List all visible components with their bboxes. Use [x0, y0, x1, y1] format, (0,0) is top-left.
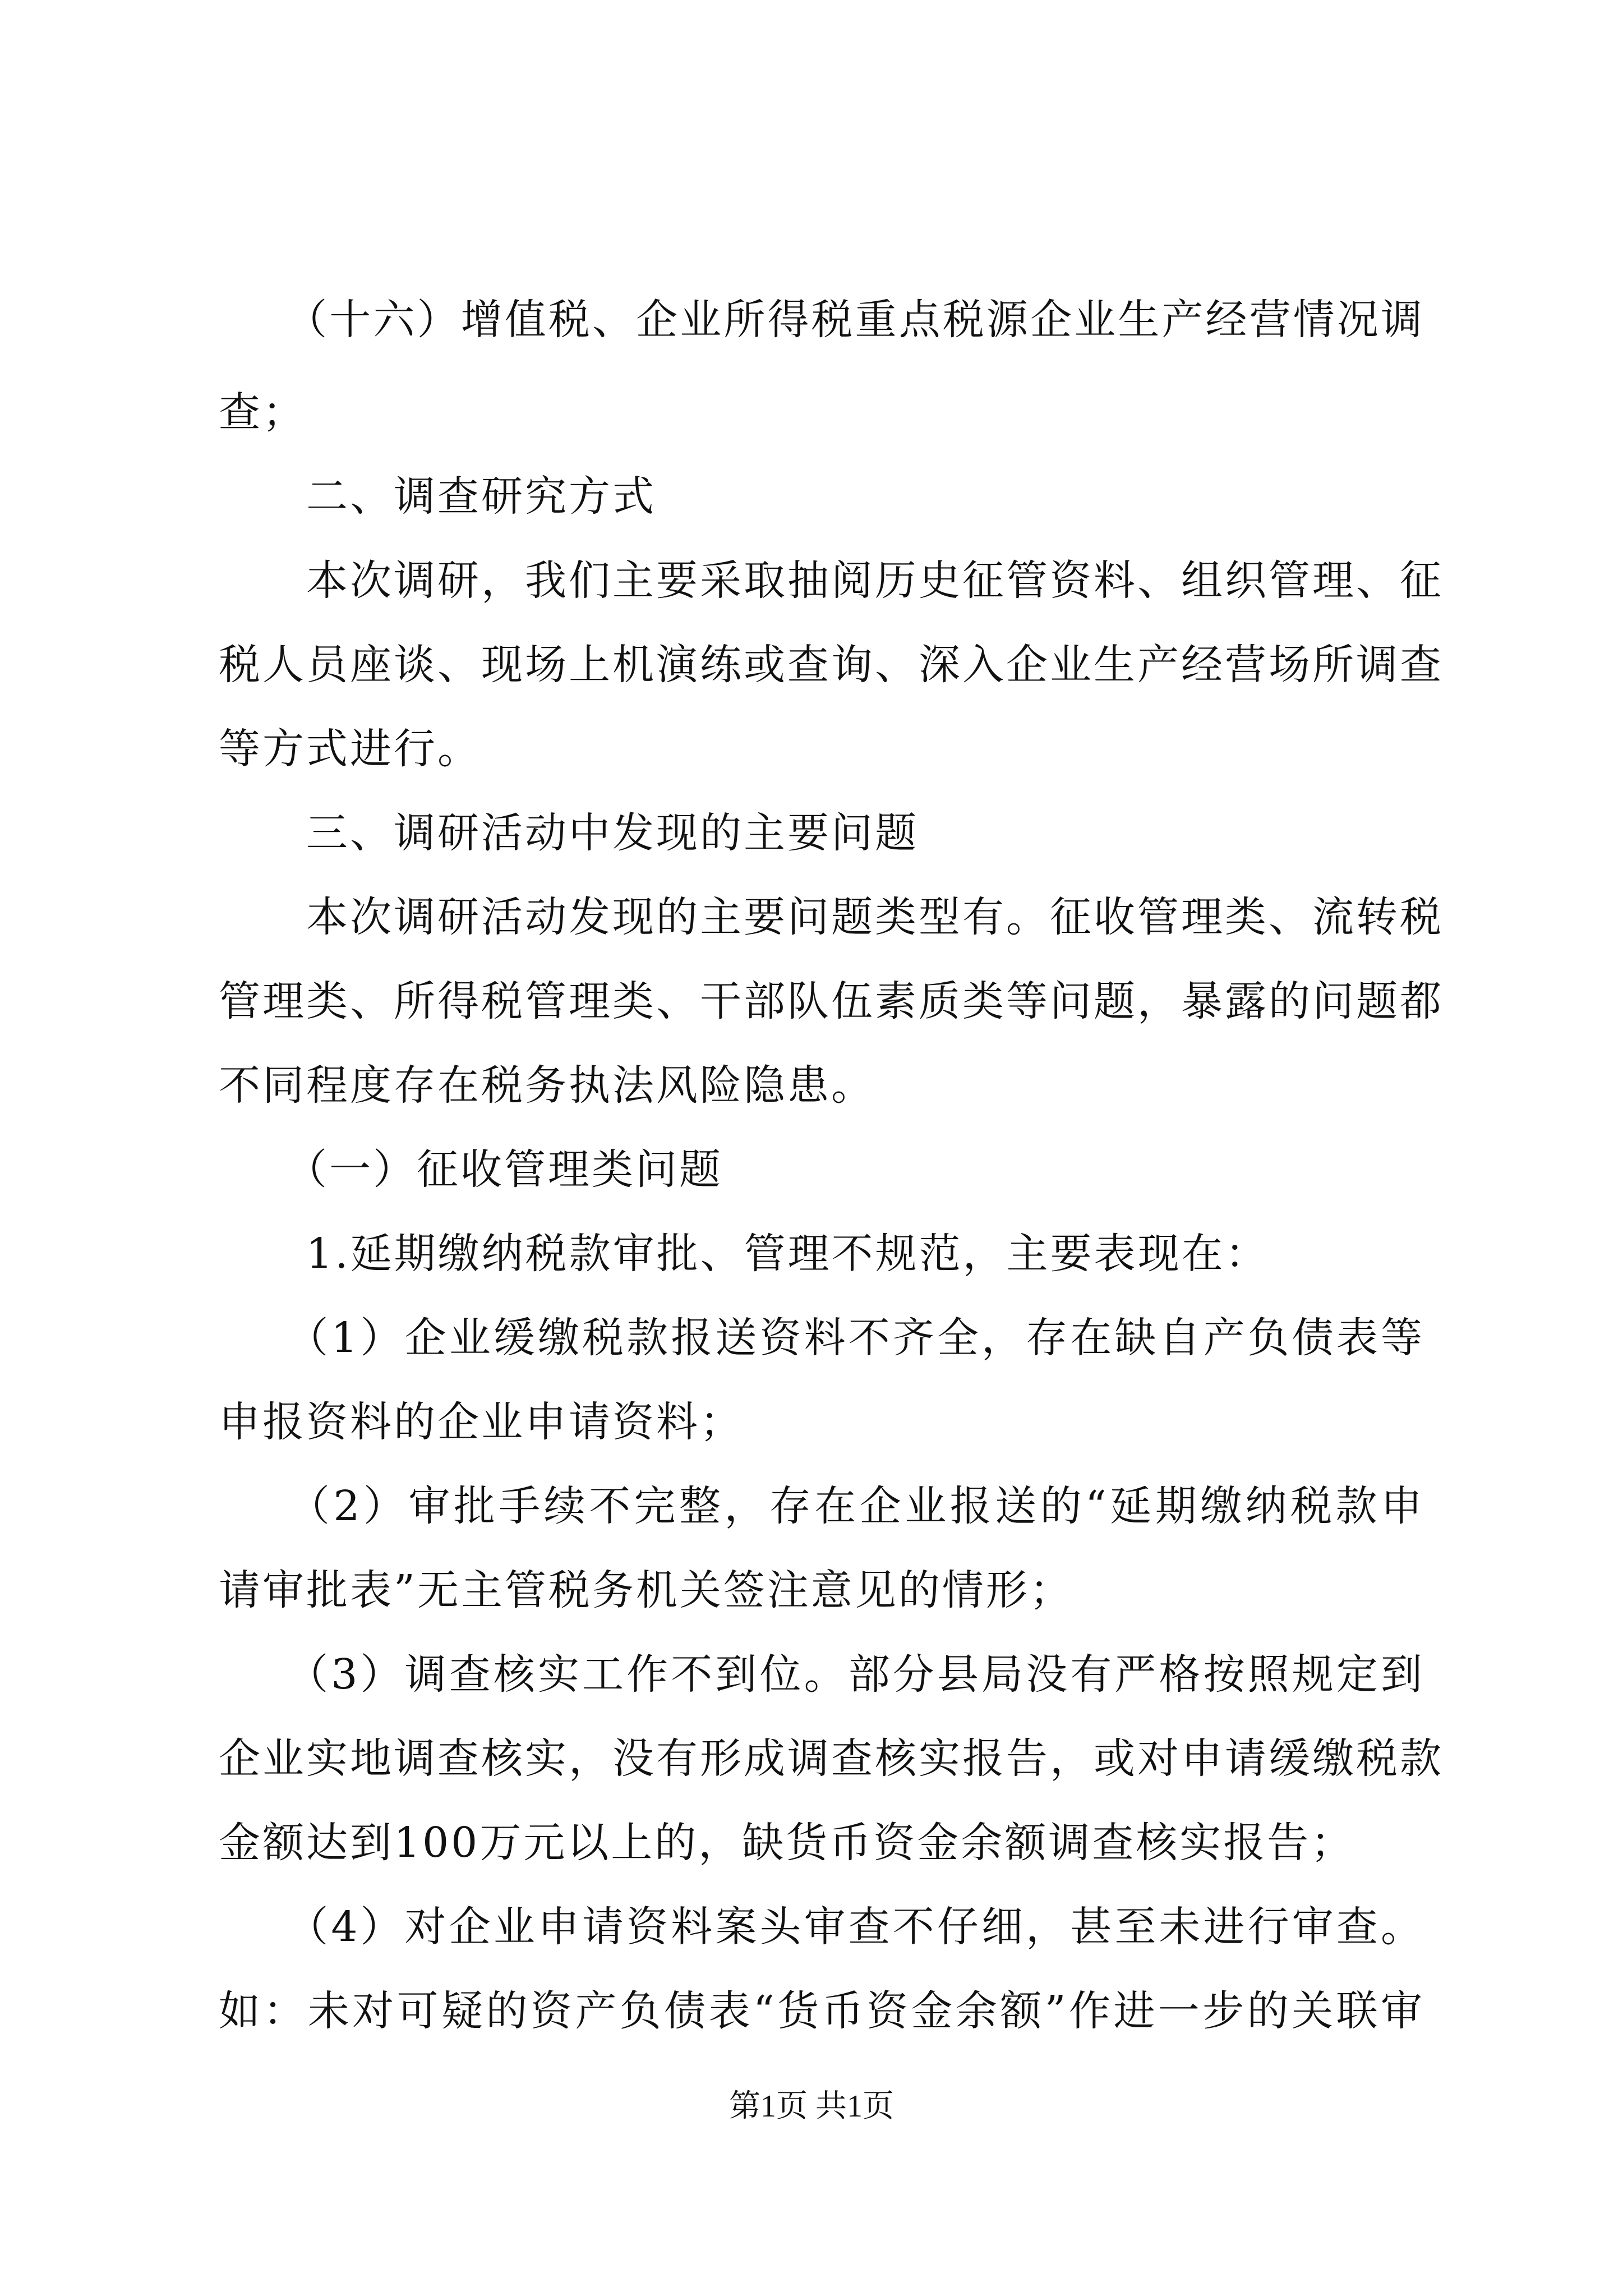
text-line-13: （1）企业缓缴税款报送资料不齐全，存在缺自产负债表等 [219, 1314, 1424, 1362]
subsection-heading-1: （一）征收管理类问题 [219, 1145, 723, 1194]
section-heading-2: 二、调查研究方式 [219, 472, 656, 521]
text-line-16: 请审批表”无主管税务机关签注意见的情形； [219, 1566, 1073, 1614]
text-line-4: 本次调研，我们主要采取抽阅历史征管资料、组织管理、征 [219, 556, 1444, 605]
text-line-8: 本次调研活动发现的主要问题类型有。征收管理类、流转税 [219, 893, 1444, 941]
text-line-14: 申报资料的企业申请资料； [219, 1398, 744, 1446]
text-line-18: 企业实地调查核实，没有形成调查核实报告，或对申请缓缴税款 [219, 1734, 1444, 1783]
text-line-15: （2）审批手续不完整，存在企业报送的“延期缴纳税款申 [219, 1482, 1424, 1530]
text-line-21: 如：未对可疑的资产负债表“货币资金余额”作进一步的关联审 [219, 1987, 1424, 2035]
section-heading-3: 三、调研活动中发现的主要问题 [219, 809, 919, 857]
text-line-9: 管理类、所得税管理类、干部队伍素质类等问题，暴露的问题都 [219, 977, 1444, 1025]
text-line-2: 查； [219, 388, 306, 436]
text-line-6: 等方式进行。 [219, 725, 481, 773]
text-line-10: 不同程度存在税务执法风险隐患。 [219, 1061, 875, 1110]
page-footer: 第1页 共1页 [729, 2089, 894, 2124]
text-line-19: 金额达到100万元以上的，缺货币资金余额调查核实报告； [219, 1819, 1355, 1867]
text-line-20: （4）对企业申请资料案头审查不仔细，甚至未进行审查。 [219, 1903, 1424, 1951]
text-line-1: （十六）增值税、企业所得税重点税源企业生产经营情况调 [219, 296, 1424, 344]
text-line-5: 税人员座谈、现场上机演练或查询、深入企业生产经营场所调查 [219, 641, 1444, 689]
text-line-17: （3）调查核实工作不到位。部分县局没有严格按照规定到 [219, 1650, 1424, 1699]
text-line-12: 1.延期缴纳税款审批、管理不规范，主要表现在： [219, 1230, 1269, 1278]
